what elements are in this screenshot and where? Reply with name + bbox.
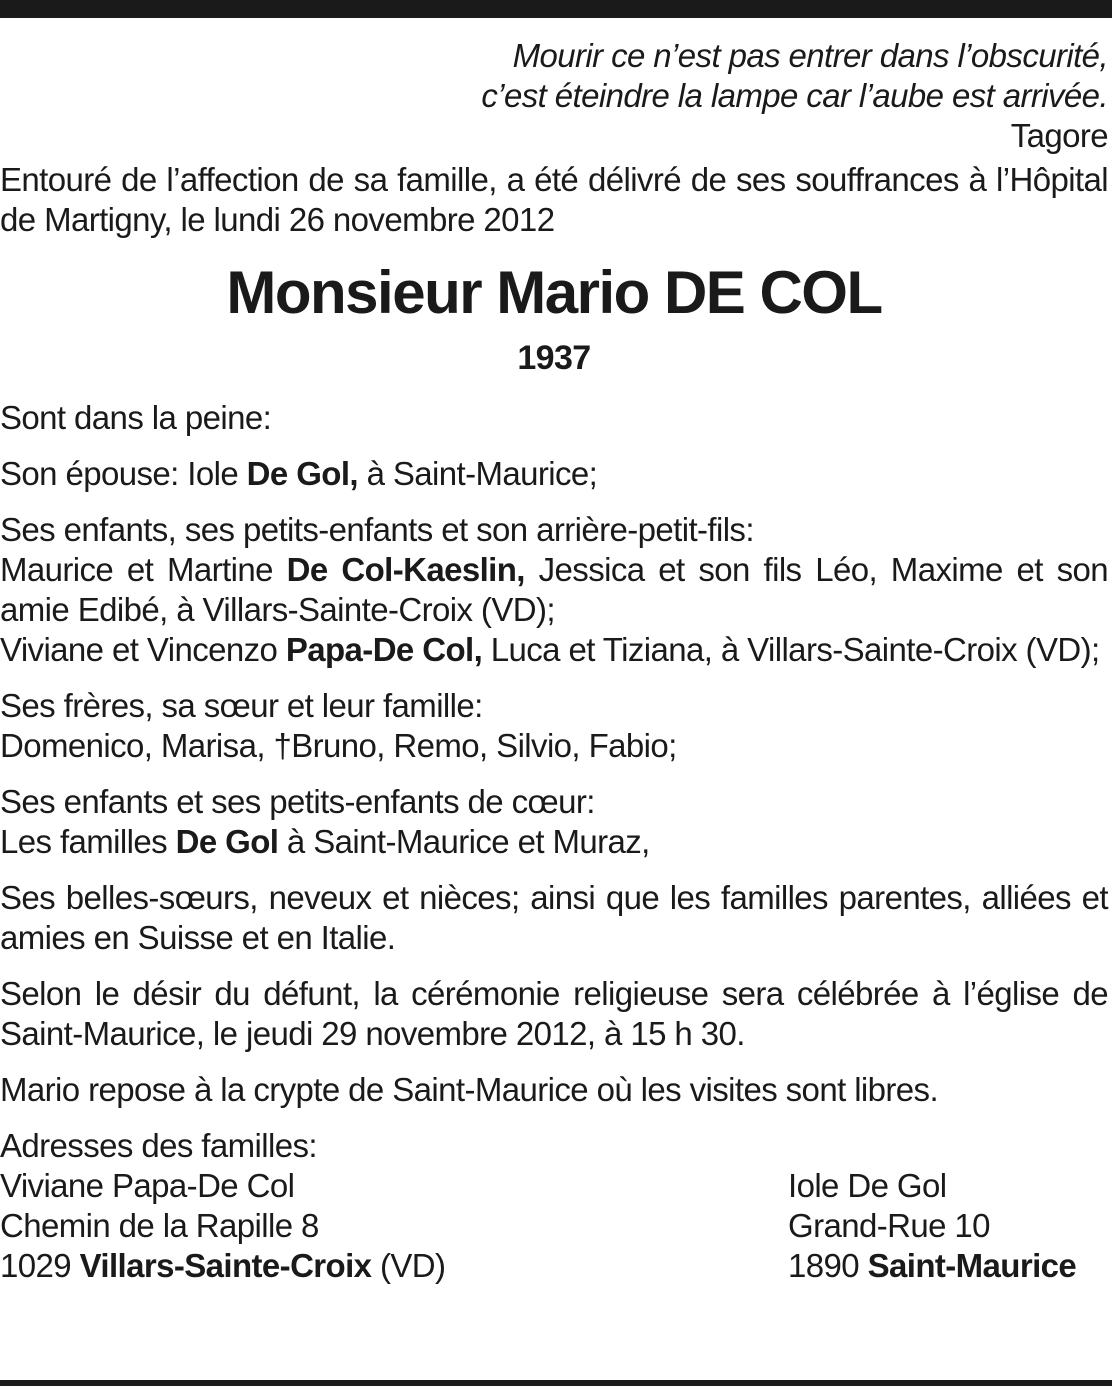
heart-children-section [0,782,1108,862]
siblings-heading: Ses frères, sa sœur et leur famille: [0,687,483,724]
address-left-city-line [0,1246,760,1286]
quote-line-1: Mourir ce n’est pas entrer dans l’obscurité, [512,37,1108,74]
mourners-heading [0,398,1108,438]
birth-year: 1937 [517,339,591,377]
children-section [0,510,1108,670]
siblings-section [0,686,1108,766]
quote-line-2: c’est éteindre la lampe car l’aube est arrivée. [481,77,1108,114]
family1-prefix: Maurice et Martine [0,551,287,588]
epigraph-quote [0,36,1108,160]
spouse-surname: De Gol, [246,455,358,492]
heart-children-heading: Ses enfants et ses petits-enfants de cœur: [0,783,595,820]
mourners-heading-text: Sont dans la peine: [0,399,272,436]
heart-children-families [0,822,1108,862]
spouse-prefix: Son épouse: Iole [0,455,247,492]
addresses-heading: Adresses des familles: [0,1127,317,1164]
address-right-street: Grand-Rue 10 [788,1207,990,1244]
family2-surname: Papa-De Col, [285,631,483,668]
address-right [788,1166,1108,1286]
address-left-name: Viviane Papa-De Col [0,1167,295,1204]
family1-surname: De Col-Kaeslin, [286,551,525,588]
obituary-notice [0,36,1108,1286]
heart-children-surname: De Gol [175,823,279,860]
deceased-name: Monsieur Mario DE COL [226,259,882,326]
top-rule [0,0,1112,18]
death-announcement: Entouré de l’affection de sa famille, a été délivré de ses souffrances à l’Hôpital de Martigny, le lundi 26 novembre 2012 [0,161,1108,238]
address-left-street: Chemin de la Rapille 8 [0,1207,319,1244]
family2-prefix: Viviane et Vincenzo [0,631,286,668]
children-family-1 [0,550,1108,630]
siblings-names: Domenico, Marisa, †Bruno, Remo, Silvio, Fabio; [0,727,677,764]
bottom-rule [0,1380,1112,1386]
spouse-suffix: à Saint-Maurice; [358,455,598,492]
ceremony-paragraph: Selon le désir du défunt, la cérémonie religieuse sera célébrée à l’église de Saint-Maurice, le jeudi 29 novembre 2012, à 15 h 30. [0,975,1108,1052]
address-left-canton: (VD) [371,1247,446,1284]
address-right-city: Saint-Maurice [867,1247,1077,1284]
children-family-2 [0,630,1108,670]
address-right-city-line [788,1246,1108,1286]
quote-author: Tagore [1010,117,1108,154]
heart-children-suffix: à Saint-Maurice et Muraz, [278,823,650,860]
address-right-name: Iole De Gol [788,1167,947,1204]
address-left [0,1166,760,1286]
address-left-city: Villars-Sainte-Croix [79,1247,372,1284]
family2-suffix: Luca et Tiziana, à Villars-Sainte-Croix (VD); [482,631,1100,668]
family1-suffix: Jessica et son fils Léo, Maxime et son amie Edibé, à Villars-Sainte-Croix (VD); [0,551,1108,628]
spouse-line [0,454,1108,494]
address-columns [0,1166,1108,1286]
heart-children-prefix: Les familles [0,823,176,860]
children-heading: Ses enfants, ses petits-enfants et son arrière-petit-fils: [0,511,754,548]
family-addresses [0,1126,1108,1286]
in-laws-paragraph: Ses belles-sœurs, neveux et nièces; ainsi que les familles parentes, alliées et amies en Suisse et en Italie. [0,879,1108,956]
address-right-postcode: 1890 [788,1247,868,1284]
visitation-paragraph: Mario repose à la crypte de Saint-Maurice où les visites sont libres. [0,1071,939,1108]
address-left-postcode: 1029 [0,1247,80,1284]
